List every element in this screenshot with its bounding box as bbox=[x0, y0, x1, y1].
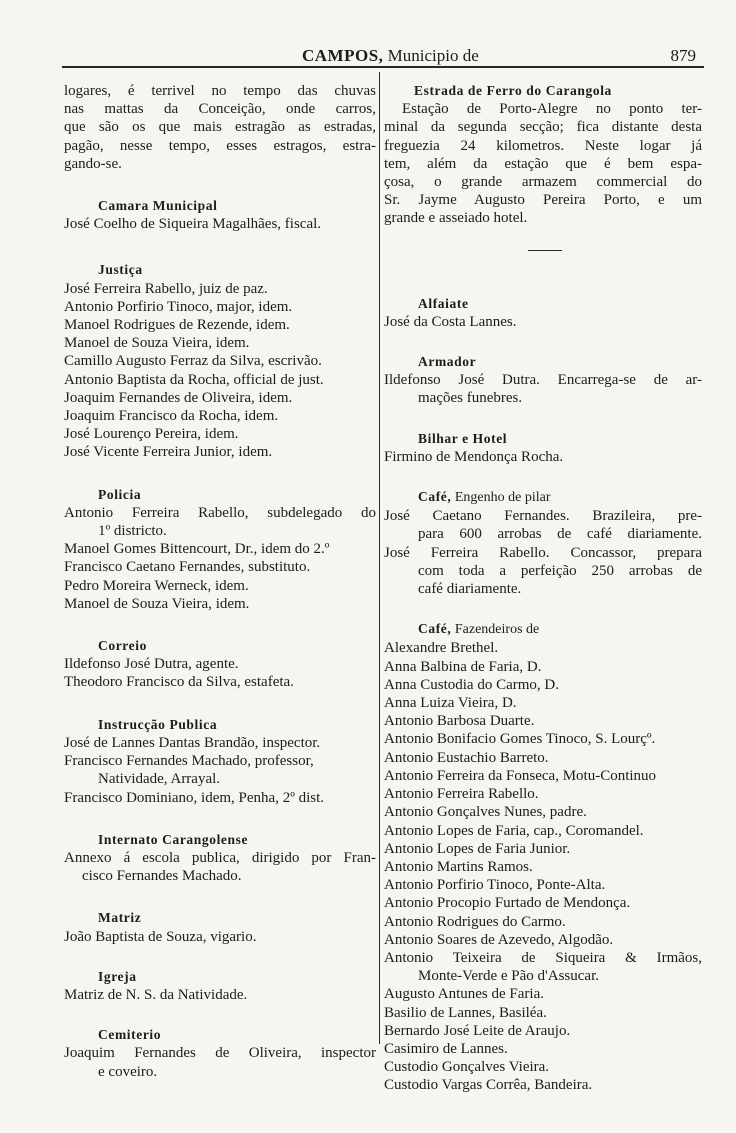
list-item: José da Costa Lannes. bbox=[384, 313, 517, 330]
text-line: Sr. Jayme Augusto Pereira Porto, e um bbox=[384, 192, 702, 209]
text-line: nas mattas da Conceição, onde carros, bbox=[64, 101, 376, 118]
list-item: José Lourenço Pereira, idem. bbox=[64, 426, 239, 443]
column-divider bbox=[379, 72, 380, 1044]
list-item: Antonio Martins Ramos. bbox=[384, 858, 533, 875]
list-item: Natividade, Arrayal. bbox=[98, 771, 221, 788]
list-item: Custodio Gonçalves Vieira. bbox=[384, 1059, 550, 1076]
list-item: Manoel Gomes Bittencourt, Dr., idem do 2.º bbox=[64, 541, 330, 558]
text-line: tem, além da estação que é bem espa- bbox=[384, 155, 702, 172]
list-item: Antonio Porfirio Tinoco, major, idem. bbox=[64, 298, 293, 315]
list-item: Antonio Porfirio Tinoco, Ponte-Alta. bbox=[384, 877, 606, 894]
page-header bbox=[60, 44, 702, 68]
list-item: José Coelho de Siqueira Magalhães, fiscal. bbox=[64, 216, 322, 233]
railway-paragraph bbox=[384, 100, 702, 227]
section-heading: Alfaiate bbox=[418, 295, 469, 311]
section-heading bbox=[384, 488, 702, 507]
list-item: Antonio Teixeira de Siqueira & Irmãos, bbox=[384, 949, 702, 966]
list-item: café diariamente. bbox=[418, 581, 522, 598]
section-separator bbox=[528, 250, 562, 251]
list-item: Casimiro de Lannes. bbox=[384, 1040, 508, 1057]
section-heading: Correio bbox=[98, 638, 147, 654]
section-heading-main: Café, bbox=[418, 489, 452, 505]
list-item: José Caetano Fernandes. Brazileira, pre- bbox=[384, 508, 702, 525]
text-line: pagão, nesse tempo, esses estragos, estra- bbox=[64, 137, 376, 154]
list-item: 1º districto. bbox=[98, 523, 167, 540]
list-item: Anna Balbina de Faria, D. bbox=[384, 658, 542, 675]
list-item: Ildefonso José Dutra. Encarrega-se de ar- bbox=[384, 372, 702, 389]
list-item: Antonio Gonçalves Nunes, padre. bbox=[384, 804, 587, 821]
list-item: e coveiro. bbox=[98, 1063, 158, 1080]
running-title-rest: Municipio de bbox=[383, 46, 479, 65]
list-item: Monte-Verde e Pão d'Assucar. bbox=[418, 968, 599, 985]
list-item: Ildefonso José Dutra, agente. bbox=[64, 656, 239, 673]
list-item: Antonio Ferreira da Fonseca, Motu-Continuo bbox=[384, 767, 657, 784]
list-item: Anna Luiza Vieira, D. bbox=[384, 695, 517, 712]
section-heading: Cemiterio bbox=[98, 1027, 162, 1043]
list-item: Joaquim Fernandes de Oliveira, idem. bbox=[64, 389, 293, 406]
list-item: Manoel Rodrigues de Rezende, idem. bbox=[64, 317, 290, 334]
intro-paragraph bbox=[64, 82, 376, 173]
text-line: grande e asseiado hotel. bbox=[384, 210, 528, 227]
section-heading: Igreja bbox=[98, 968, 137, 984]
list-item: Bernardo José Leite de Araujo. bbox=[384, 1022, 571, 1039]
section-heading: Bilhar e Hotel bbox=[418, 430, 508, 446]
list-item: Matriz de N. S. da Natividade. bbox=[64, 986, 248, 1003]
list-item: Joaquim Francisco da Rocha, idem. bbox=[64, 408, 279, 425]
list-item: José Ferreira Rabello. Concassor, prepara bbox=[384, 544, 702, 561]
text-line: gando-se. bbox=[64, 155, 122, 172]
list-item: Alexandre Brethel. bbox=[384, 640, 499, 657]
list-item: João Baptista de Souza, vigario. bbox=[64, 928, 257, 945]
section-heading: Armador bbox=[418, 354, 477, 370]
list-item: Augusto Antunes de Faria. bbox=[384, 986, 544, 1003]
section-heading bbox=[384, 620, 702, 639]
section-heading: Matriz bbox=[98, 910, 142, 926]
list-item: Francisco Fernandes Machado, professor, bbox=[64, 753, 314, 770]
text-line: freguezia 24 kilometros. Neste logar já bbox=[384, 137, 702, 154]
list-item: Antonio Ferreira Rabello, subdelegado do bbox=[64, 504, 376, 521]
list-item: José Vicente Ferreira Junior, idem. bbox=[64, 444, 273, 461]
list-item: Manoel de Souza Vieira, idem. bbox=[64, 595, 250, 612]
list-item: José de Lannes Dantas Brandão, inspector. bbox=[64, 734, 321, 751]
list-item: Pedro Moreira Werneck, idem. bbox=[64, 577, 249, 594]
list-item: Joaquim Fernandes de Oliveira, inspector bbox=[64, 1045, 376, 1062]
text-line: minal da segunda secção; fica distante desta bbox=[384, 119, 702, 136]
list-item: Antonio Soares de Azevedo, Algodão. bbox=[384, 931, 614, 948]
left-column bbox=[64, 82, 376, 1081]
header-rule bbox=[62, 66, 704, 68]
list-item: para 600 arrobas de café diariamente. bbox=[418, 526, 702, 543]
list-item: Anna Custodia do Carmo, D. bbox=[384, 676, 559, 693]
section-heading-main: Café, bbox=[418, 621, 452, 637]
right-column bbox=[384, 82, 702, 1095]
list-item: Antonio Lopes de Faria, cap., Coromandel. bbox=[384, 822, 644, 839]
text-line: Estação de Porto-Alegre no ponto ter- bbox=[402, 101, 702, 118]
list-item: Antonio Bonifacio Gomes Tinoco, S. Lourçº. bbox=[384, 731, 656, 748]
list-item: mações funebres. bbox=[418, 390, 523, 407]
list-item: cisco Fernandes Machado. bbox=[82, 868, 242, 885]
list-item: Antonio Rodrigues do Carmo. bbox=[384, 913, 566, 930]
list-item: Annexo á escola publica, dirigido por Fran- bbox=[64, 849, 376, 866]
list-item: Francisco Dominiano, idem, Penha, 2º dist. bbox=[64, 789, 325, 806]
list-item: Antonio Procopio Furtado de Mendonça. bbox=[384, 895, 631, 912]
list-item: Custodio Vargas Corrêa, Bandeira. bbox=[384, 1077, 593, 1094]
section-subheading: Fazendeiros de bbox=[451, 622, 540, 638]
section-heading: Internato Carangolense bbox=[98, 831, 249, 847]
page-number: 879 bbox=[670, 46, 696, 65]
section-heading: Instrucção Publica bbox=[98, 716, 218, 732]
section-heading: Justiça bbox=[98, 262, 143, 278]
list-item: Basilio de Lannes, Basiléa. bbox=[384, 1004, 547, 1021]
section-heading: Estrada de Ferro do Carangola bbox=[414, 83, 612, 98]
list-item: Antonio Eustachio Barreto. bbox=[384, 749, 549, 766]
section-subheading: Engenho de pilar bbox=[451, 490, 551, 506]
text-line: logares, é terrivel no tempo das chuvas bbox=[64, 83, 376, 99]
list-item: Firmino de Mendonça Rocha. bbox=[384, 448, 564, 465]
list-item: com toda a perfeição 250 arrobas de bbox=[418, 562, 702, 579]
list-item: Antonio Ferreira Rabello. bbox=[384, 786, 539, 803]
section-heading: Policia bbox=[98, 486, 142, 502]
list-item: José Ferreira Rabello, juiz de paz. bbox=[64, 280, 268, 297]
list-item: Antonio Lopes de Faria Junior. bbox=[384, 840, 571, 857]
list-item: Camillo Augusto Ferraz da Silva, escrivão. bbox=[64, 353, 322, 370]
running-title bbox=[302, 46, 479, 66]
text-line: çosa, o grande armazem commercial do bbox=[384, 174, 702, 191]
list-item: Antonio Barbosa Duarte. bbox=[384, 713, 535, 730]
list-item: Manoel de Souza Vieira, idem. bbox=[64, 335, 250, 352]
list-item: Antonio Baptista da Rocha, official de just. bbox=[64, 371, 324, 388]
list-item: Francisco Caetano Fernandes, substituto. bbox=[64, 559, 311, 576]
section-heading: Camara Municipal bbox=[98, 198, 218, 214]
running-title-place: CAMPOS, bbox=[302, 46, 384, 65]
list-item: Theodoro Francisco da Silva, estafeta. bbox=[64, 674, 294, 691]
text-line: que são os que mais estragão as estradas, bbox=[64, 119, 376, 136]
